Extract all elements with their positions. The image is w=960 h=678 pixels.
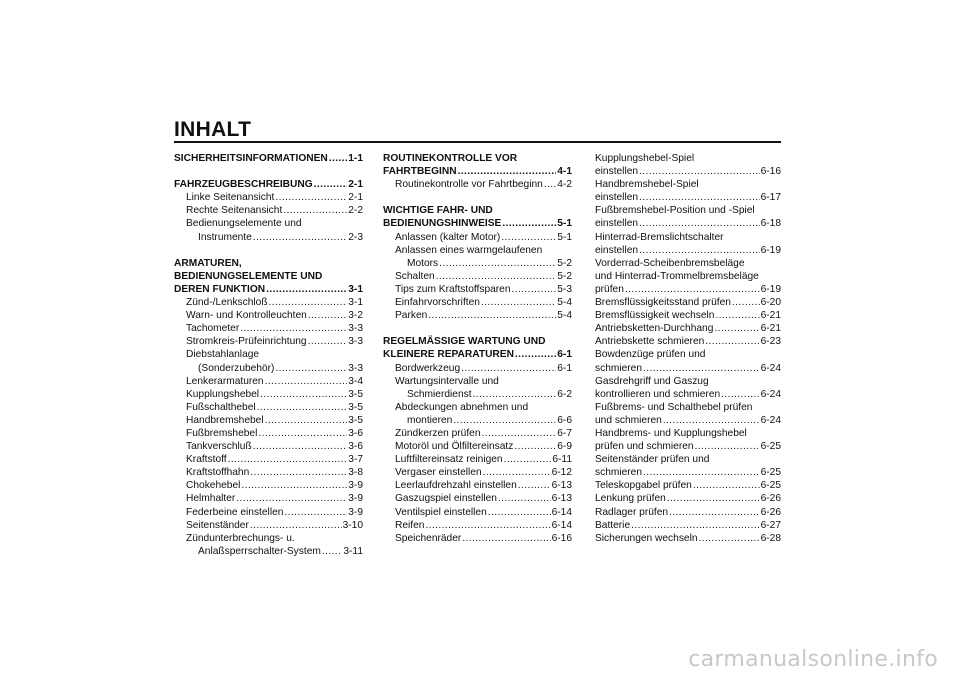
dot-leader — [512, 283, 557, 296]
toc-entry[interactable] — [595, 427, 781, 453]
toc-entry[interactable] — [174, 191, 363, 204]
toc-entry-text: prüfen und schmieren — [595, 441, 694, 453]
toc-entry-text: Chokehebel — [186, 480, 241, 492]
page-number: 3-5 — [348, 401, 363, 413]
toc-entry-text: Lenkerarmaturen — [186, 375, 264, 387]
page-number: 6-19 — [760, 244, 781, 256]
toc-entry-text: (Sonderzubehör) — [198, 362, 275, 374]
dot-leader — [266, 283, 347, 296]
toc-entry-text: Stromkreis-Prüfeinrichtung — [186, 336, 307, 348]
dot-leader — [275, 191, 347, 204]
toc-entry-text: Lenkung prüfen — [595, 493, 666, 505]
toc-entry-text: Leerlaufdrehzahl einstellen — [395, 480, 517, 492]
toc-entry-text: Kraftstoff — [186, 454, 227, 466]
dot-leader — [260, 388, 347, 401]
section-gap — [174, 244, 363, 257]
toc-entry-text: Vorderrad-Scheibenbremsbeläge — [595, 257, 745, 269]
toc-column-2 — [383, 152, 572, 545]
dot-leader — [308, 335, 348, 348]
dot-leader — [425, 519, 550, 532]
toc-entry[interactable] — [174, 375, 363, 388]
page-number: 4-2 — [557, 179, 572, 191]
dot-leader — [488, 506, 551, 519]
toc-entry[interactable] — [383, 296, 572, 309]
toc-entry[interactable] — [174, 322, 363, 335]
dot-leader — [639, 165, 760, 178]
page-number: 6-17 — [760, 192, 781, 204]
toc-entry-text: Ventilspiel einstellen — [395, 506, 487, 518]
toc-entry-text: Bremsflüssigkeit wechseln — [595, 310, 715, 322]
toc-entry-text: Bowdenzüge prüfen und — [595, 349, 706, 361]
dot-leader — [695, 440, 760, 453]
toc-section-heading[interactable] — [383, 204, 572, 230]
toc-entry-text: Helmhalter — [186, 493, 236, 505]
toc-entry-text: Bedienungselemente und — [186, 218, 302, 230]
page-number: 6-13 — [551, 493, 572, 505]
page-number: 3-3 — [348, 323, 363, 335]
dot-leader — [241, 479, 347, 492]
toc-entry-text: Anlaßsperrschalter-System — [198, 545, 321, 557]
toc-entry[interactable] — [595, 453, 781, 479]
page-number: 3-1 — [348, 283, 363, 295]
toc-entry-text: Motors — [407, 257, 439, 269]
toc-entry-text: Federbeine einstellen — [186, 506, 284, 518]
toc-entry[interactable] — [174, 217, 363, 243]
toc-entry[interactable] — [383, 401, 572, 427]
toc-entry[interactable] — [383, 506, 572, 519]
page-number: 3-3 — [348, 362, 363, 374]
page-number: 3-9 — [348, 480, 363, 492]
page-number: 3-2 — [348, 310, 363, 322]
page-number: 6-14 — [551, 506, 572, 518]
toc-entry-text: Kupplungshebel-Spiel — [595, 153, 695, 164]
page-number: 6-26 — [760, 506, 781, 518]
toc-entry-text: Einfahrvorschriften — [395, 297, 480, 309]
toc-entry[interactable] — [595, 375, 781, 401]
page-number: 3-3 — [348, 336, 363, 348]
dot-leader — [482, 427, 557, 440]
toc-entry-text: montieren — [407, 414, 453, 426]
page-number: 3-6 — [348, 441, 363, 453]
page-number: 6-25 — [760, 480, 781, 492]
dot-leader — [250, 519, 342, 532]
page-number: 3-11 — [343, 545, 363, 557]
toc-entry[interactable] — [174, 309, 363, 322]
dot-leader — [258, 427, 347, 440]
dot-leader — [240, 322, 347, 335]
toc-entry-text: FAHRZEUGBESCHREIBUNG — [174, 179, 313, 191]
toc-entry[interactable] — [383, 440, 572, 453]
toc-entry[interactable] — [383, 362, 572, 375]
dot-leader — [269, 296, 348, 309]
page-number: 6-16 — [760, 166, 781, 178]
toc-entry-text: Routinekontrolle vor Fahrtbeginn — [395, 179, 543, 191]
toc-entry-text: Fußbremshebel — [186, 427, 258, 439]
section-gap — [383, 322, 572, 335]
title-rule — [174, 141, 781, 143]
toc-entry-text: Seitenständer — [186, 519, 249, 531]
toc-entry[interactable] — [595, 178, 781, 204]
page-number: 5-1 — [557, 231, 572, 243]
page-number: 2-2 — [348, 205, 363, 217]
toc-entry-text: Antriebsketten-Durchhang — [595, 323, 714, 335]
toc-entry[interactable] — [595, 506, 781, 519]
toc-entry[interactable] — [595, 204, 781, 230]
toc-entry-text: Schmierdienst — [407, 388, 472, 400]
toc-entry-text: einstellen — [595, 218, 639, 230]
toc-entry-text: Fußbrems- und Schalthebel prüfen — [595, 401, 753, 413]
toc-entry[interactable] — [595, 401, 781, 427]
toc-entry-text: ARMATUREN, — [174, 257, 242, 269]
toc-entry-text: Warn- und Kontrolleuchten — [186, 310, 307, 322]
page-number: 3-6 — [348, 427, 363, 439]
toc-entry[interactable] — [595, 231, 781, 257]
toc-entry-text: Reifen — [395, 519, 425, 531]
toc-entry[interactable] — [174, 466, 363, 479]
toc-entry[interactable] — [383, 427, 572, 440]
page-number: 6-19 — [760, 283, 781, 295]
page-number: 6-1 — [557, 349, 572, 361]
toc-entry[interactable] — [383, 178, 572, 191]
page-number: 6-24 — [760, 362, 781, 374]
page-number: 3-4 — [348, 375, 363, 387]
page-number: 5-3 — [557, 283, 572, 295]
dot-leader — [275, 362, 347, 375]
toc-entry-text: ROUTINEKONTROLLE VOR — [383, 153, 518, 164]
page-number: 6-13 — [551, 480, 572, 492]
dot-leader — [253, 231, 347, 244]
dot-leader — [329, 152, 348, 165]
toc-entry[interactable] — [595, 492, 781, 505]
dot-leader — [453, 414, 556, 427]
toc-entry-text: Seitenständer prüfen und — [595, 454, 710, 466]
dot-leader — [436, 270, 557, 283]
toc-section-heading[interactable] — [174, 152, 363, 165]
page-number: 6-2 — [557, 388, 572, 400]
toc-entry[interactable] — [595, 296, 781, 309]
toc-entry-text: Speichenräder — [395, 532, 462, 544]
page-number: 6-16 — [551, 532, 572, 544]
toc-entry-text: Luftfiltereinsatz reinigen — [395, 454, 503, 466]
page-number: 3-9 — [348, 493, 363, 505]
toc-entry[interactable] — [383, 492, 572, 505]
toc-entry[interactable] — [174, 388, 363, 401]
page-number: 6-26 — [760, 493, 781, 505]
toc-entry[interactable] — [174, 532, 363, 558]
dot-leader — [669, 506, 760, 519]
toc-entry[interactable] — [595, 348, 781, 374]
section-gap — [383, 191, 572, 204]
dot-leader — [715, 309, 759, 322]
toc-entry-text: Gaszugspiel einstellen — [395, 493, 497, 505]
toc-entry[interactable] — [383, 231, 572, 244]
toc-entry-text: Bremsflüssigkeitsstand prüfen — [595, 297, 731, 309]
toc-entry-text: Linke Seitenansicht — [186, 192, 275, 204]
toc-entry[interactable] — [595, 519, 781, 532]
dot-leader — [625, 283, 760, 296]
toc-entry-text: Anlassen (kalter Motor) — [395, 231, 501, 243]
toc-entry[interactable] — [174, 335, 363, 348]
dot-leader — [283, 204, 347, 217]
toc-entry[interactable] — [383, 270, 572, 283]
toc-entry-text: Hinterrad-Bremslichtschalter — [595, 231, 724, 243]
toc-entry-text: und schmieren — [595, 414, 662, 426]
toc-section-heading[interactable] — [383, 335, 572, 361]
toc-entry-text: Handbremshebel — [186, 414, 264, 426]
dot-leader — [439, 257, 556, 270]
page-number: 3-8 — [348, 467, 363, 479]
toc-entry-text: Tips zum Kraftstoffsparen — [395, 283, 511, 295]
page-number: 6-21 — [760, 310, 781, 322]
toc-entry-text: BEDIENUNGSELEMENTE UND — [174, 270, 323, 282]
toc-entry-text: Handbremshebel-Spiel — [595, 179, 699, 191]
toc-entry[interactable] — [595, 309, 781, 322]
page-number: 5-4 — [557, 297, 572, 309]
toc-entry-text: einstellen — [595, 166, 639, 178]
toc-entry-text: schmieren — [595, 362, 642, 374]
toc-entry-text: KLEINERE REPARATUREN — [383, 349, 514, 361]
page-number: 1-1 — [348, 153, 363, 164]
toc-entry[interactable] — [174, 479, 363, 492]
dot-leader — [250, 466, 347, 479]
page-number: 3-9 — [348, 506, 363, 518]
toc-entry-text: Gasdrehgriff und Gaszug — [595, 375, 709, 387]
dot-leader — [502, 217, 556, 230]
page-number: 6-25 — [760, 467, 781, 479]
page-number: 5-1 — [557, 218, 572, 230]
toc-entry-text: und Hinterrad-Trommelbremsbeläge — [595, 270, 759, 282]
watermark: carmanualsonline.info — [688, 647, 938, 672]
toc-entry[interactable] — [595, 322, 781, 335]
toc-entry-text: Anlassen eines warmgelaufenen — [395, 244, 543, 256]
toc-entry-text: Handbrems- und Kupplungshebel — [595, 427, 747, 439]
toc-section-heading[interactable] — [174, 178, 363, 191]
toc-entry-text: Wartungsintervalle und — [395, 375, 499, 387]
dot-leader — [458, 165, 557, 178]
page-number: 6-12 — [551, 467, 572, 479]
page-number: 3-5 — [348, 388, 363, 400]
toc-entry-text: Sicherungen wechseln — [595, 532, 698, 544]
toc-entry[interactable] — [174, 348, 363, 374]
page-number: 6-25 — [760, 441, 781, 453]
toc-entry-text: Bordwerkzeug — [395, 362, 461, 374]
dot-leader — [514, 440, 556, 453]
toc-entry[interactable] — [383, 519, 572, 532]
toc-entry-text: Fußbremshebel-Position und -Spiel — [595, 205, 755, 217]
toc-entry[interactable] — [174, 204, 363, 217]
dot-leader — [236, 492, 347, 505]
toc-entry-text: Kraftstoffhahn — [186, 467, 250, 479]
toc-entry-text: Rechte Seitenansicht — [186, 205, 283, 217]
dot-leader — [699, 532, 760, 545]
toc-entry[interactable] — [174, 296, 363, 309]
toc-entry[interactable] — [383, 283, 572, 296]
dot-leader — [732, 296, 760, 309]
page-number: 6-20 — [760, 297, 781, 309]
toc-entry[interactable] — [174, 519, 363, 532]
toc-entry[interactable] — [595, 335, 781, 348]
dot-leader — [544, 178, 556, 191]
toc-entry[interactable] — [174, 440, 363, 453]
toc-section-heading[interactable] — [383, 152, 572, 178]
dot-leader — [504, 453, 552, 466]
dot-leader — [501, 231, 556, 244]
toc-entry-text: Fußschalthebel — [186, 401, 256, 413]
toc-entry-text: Kupplungshebel — [186, 388, 260, 400]
page-number: 2-3 — [348, 231, 363, 243]
dot-leader — [515, 348, 556, 361]
page-number: 3-1 — [348, 297, 363, 309]
toc-entry-text: Motoröl und Ölfiltereinsatz — [395, 441, 514, 453]
dot-leader — [639, 244, 760, 257]
toc-entry[interactable] — [383, 466, 572, 479]
toc-entry-text: Batterie — [595, 519, 631, 531]
toc-entry-text: Diebstahlanlage — [186, 349, 260, 361]
toc-entry[interactable] — [383, 479, 572, 492]
toc-entry[interactable] — [174, 401, 363, 414]
dot-leader — [693, 479, 760, 492]
page-number: 4-1 — [557, 166, 572, 178]
toc-entry[interactable] — [174, 453, 363, 466]
toc-entry[interactable] — [595, 152, 781, 178]
page-number: 6-7 — [557, 427, 572, 439]
dot-leader — [314, 178, 348, 191]
page-number: 6-21 — [760, 323, 781, 335]
dot-leader — [308, 309, 347, 322]
page-number: 6-28 — [760, 532, 781, 544]
toc-entry-text: Abdeckungen abnehmen und — [395, 401, 529, 413]
toc-entry[interactable] — [383, 453, 572, 466]
dot-leader — [631, 519, 760, 532]
page-number: 3-7 — [348, 454, 363, 466]
toc-entry[interactable] — [174, 492, 363, 505]
page-number: 3-10 — [342, 519, 363, 531]
toc-column-1 — [174, 152, 363, 558]
toc-entry[interactable] — [383, 309, 572, 322]
toc-column-3 — [595, 152, 781, 545]
toc-entry[interactable] — [383, 244, 572, 270]
page-number: 6-1 — [557, 362, 572, 374]
dot-leader — [473, 388, 557, 401]
toc-entry-text: Parken — [395, 310, 428, 322]
dot-leader — [643, 466, 760, 479]
dot-leader — [265, 375, 348, 388]
toc-entry-text: Instrumente — [198, 231, 252, 243]
dot-leader — [518, 479, 551, 492]
page-number: 6-24 — [760, 388, 781, 400]
toc-entry-text: Zünd-/Lenkschloß — [186, 297, 268, 309]
page-number: 6-27 — [760, 519, 781, 531]
page-number: 6-18 — [760, 218, 781, 230]
dot-leader — [721, 388, 759, 401]
toc-entry-text: BEDIENUNGSHINWEISE — [383, 218, 502, 230]
dot-leader — [667, 492, 760, 505]
dot-leader — [714, 322, 759, 335]
dot-leader — [639, 191, 760, 204]
toc-entry[interactable] — [595, 479, 781, 492]
page-number: 6-23 — [760, 336, 781, 348]
page-number: 2-1 — [348, 192, 363, 204]
dot-leader — [481, 296, 556, 309]
toc-entry-text: DEREN FUNKTION — [174, 283, 266, 295]
toc-entry-text: REGELMÄSSIGE WARTUNG UND — [383, 336, 546, 348]
toc-entry[interactable] — [383, 532, 572, 545]
toc-entry-text: WICHTIGE FAHR- UND — [383, 205, 493, 217]
dot-leader — [498, 492, 551, 505]
toc-entry-text: einstellen — [595, 244, 639, 256]
page-number: 6-24 — [760, 414, 781, 426]
page-number: 3-5 — [348, 414, 363, 426]
toc-entry-text: prüfen — [595, 283, 624, 295]
dot-leader — [253, 440, 348, 453]
page-number: 6-14 — [551, 519, 572, 531]
dot-leader — [643, 362, 760, 375]
section-gap — [174, 165, 363, 178]
dot-leader — [663, 414, 760, 427]
toc-entry-text: Schalten — [395, 270, 435, 282]
toc-entry-text: Teleskopgabel prüfen — [595, 480, 692, 492]
page-number: 2-1 — [348, 179, 363, 191]
dot-leader — [228, 453, 348, 466]
toc-entry-text: Zündkerzen prüfen — [395, 427, 481, 439]
toc-entry-text: einstellen — [595, 192, 639, 204]
toc-entry-text: Radlager prüfen — [595, 506, 669, 518]
toc-entry[interactable] — [174, 427, 363, 440]
toc-entry-text: Tachometer — [186, 323, 240, 335]
page-number: 6-11 — [552, 454, 572, 466]
page-number: 5-2 — [557, 257, 572, 269]
toc-section-heading[interactable] — [174, 257, 363, 296]
toc-entry-text: Antriebskette schmieren — [595, 336, 705, 348]
dot-leader — [461, 362, 556, 375]
dot-leader — [705, 335, 759, 348]
toc-entry-text: kontrollieren und schmieren — [595, 388, 721, 400]
toc-entry[interactable] — [174, 414, 363, 427]
toc-entry-text: Zündunterbrechungs- u. — [186, 532, 295, 544]
dot-leader — [284, 506, 347, 519]
dot-leader — [483, 466, 551, 479]
toc-entry-text: Tankverschluß — [186, 441, 252, 453]
dot-leader — [462, 532, 550, 545]
dot-leader — [265, 414, 348, 427]
dot-leader — [257, 401, 348, 414]
page-number: 6-9 — [557, 441, 572, 453]
toc-entry-text: Vergaser einstellen — [395, 467, 482, 479]
toc-entry[interactable] — [595, 257, 781, 296]
toc-entry[interactable] — [383, 375, 572, 401]
page-title: INHALT — [174, 118, 252, 141]
toc-entry[interactable] — [595, 532, 781, 545]
page-number: 6-6 — [557, 414, 572, 426]
toc-entry[interactable] — [174, 506, 363, 519]
dot-leader — [322, 545, 343, 558]
dot-leader — [428, 309, 556, 322]
toc-entry-text: schmieren — [595, 467, 642, 479]
dot-leader — [639, 217, 760, 230]
toc-entry-text: FAHRTBEGINN — [383, 166, 457, 178]
toc-entry-text: SICHERHEITSINFORMATIONEN — [174, 153, 328, 164]
page-number: 5-2 — [557, 270, 572, 282]
page-number: 5-4 — [557, 310, 572, 322]
